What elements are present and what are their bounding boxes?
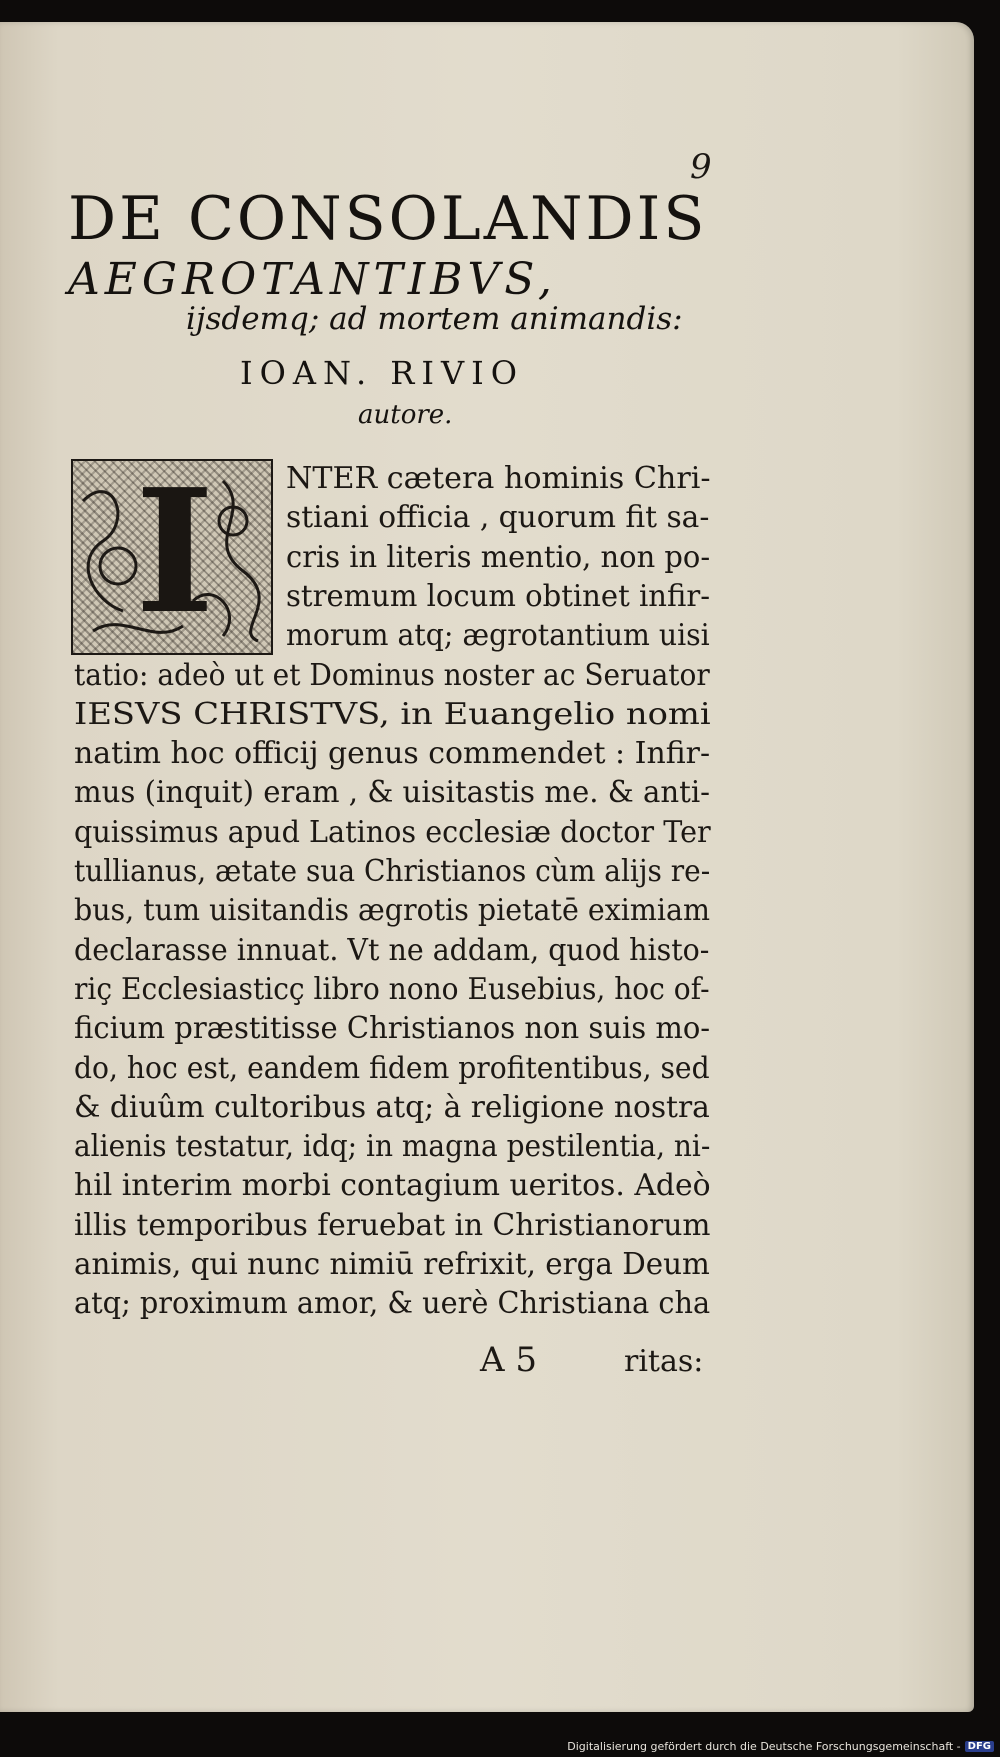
body-line: tatio: adeò ut et Dominus noster ac Seruator [74, 657, 710, 693]
body-line: animis, qui nunc nimiū refrixit, erga Deum [74, 1247, 710, 1282]
body-line: stiani officia , quorum fit sa- [286, 500, 710, 536]
body-line: do, hoc est, eandem fidem profitentibus, sed [74, 1050, 710, 1086]
credit-text: Digitalisierung gefördert durch die Deutsche Forschungsgemeinschaft - [567, 1740, 961, 1753]
title-line-1: DE CONSOLANDIS [68, 184, 708, 254]
catchword: ritas: [624, 1344, 704, 1379]
body-line: quissimus apud Latinos ecclesiæ doctor Ter [74, 814, 711, 850]
body-line: atq; proximum amor, & uerè Christiana cha [74, 1286, 711, 1322]
body-line: alienis testatur, idq; in magna pestilentia, ni- [74, 1129, 711, 1165]
decorated-initial [71, 459, 273, 655]
body-line: ficium præstitisse Christianos non suis mo- [74, 1011, 711, 1047]
body-line: declarasse innuat. Vt ne addam, quod histo- [74, 932, 710, 968]
initial-letter: I [135, 459, 215, 652]
book-page [0, 22, 974, 1712]
dfg-logo-icon: DFG [965, 1741, 994, 1752]
body-line: tullianus, ætate sua Christianos cùm alijs re- [74, 854, 711, 889]
body-line: IESVS CHRISTVS, in Euangelio nomi [74, 696, 711, 732]
signature-mark: A 5 [480, 1340, 537, 1380]
body-line: bus, tum uisitandis ægrotis pietatē eximiam [74, 893, 710, 929]
body-line: hil interim morbi contagium ueritos. Adeò [74, 1168, 711, 1204]
body-line: NTER cætera hominis Chri- [286, 461, 711, 496]
title-line-2: AEGROTANTIBVS, [68, 254, 557, 305]
author-role: autore. [358, 400, 453, 430]
body-line: natim hoc officij genus commendet : Infir- [74, 736, 711, 772]
title-line-3: ijsdemq; ad mortem animandis: [186, 301, 683, 337]
folio-number: 9 [690, 147, 712, 187]
body-line: mus (inquit) eram , & uisitastis me. & anti- [74, 775, 711, 811]
body-line: & diuûm cultoribus atq; à religione nostra [74, 1089, 710, 1125]
body-line: cris in literis mentio, non po- [286, 539, 711, 575]
body-line: illis temporibus feruebat in Christianorum [74, 1207, 711, 1243]
body-line: stremum locum obtinet infir- [286, 578, 711, 614]
body-line: morum atq; ægrotantium uisi [286, 618, 710, 654]
author-name: IOAN. RIVIO [240, 354, 524, 392]
digitization-credit [567, 1740, 994, 1753]
body-line: riç Ecclesiasticç libro nono Eusebius, hoc of- [74, 971, 710, 1007]
